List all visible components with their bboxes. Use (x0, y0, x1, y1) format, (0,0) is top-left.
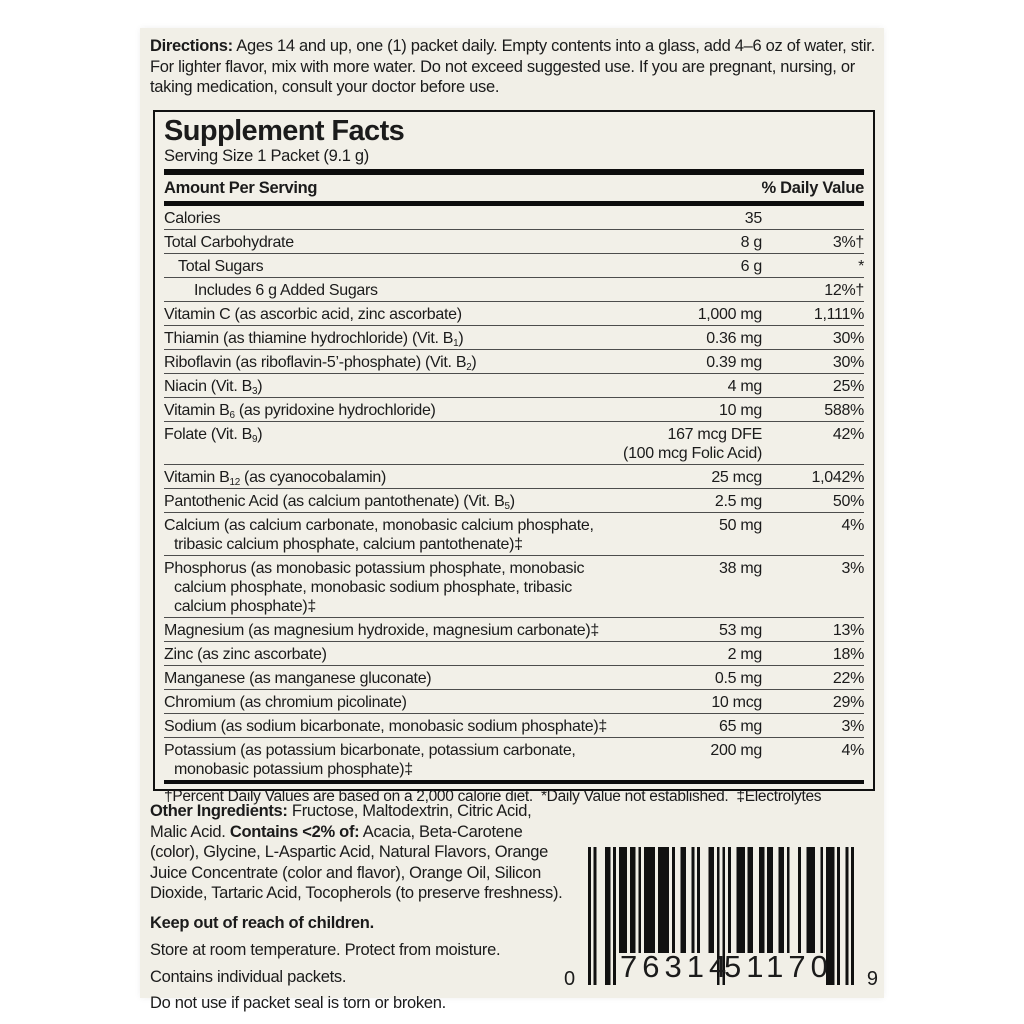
nutrient-daily-value: 22% (832, 670, 864, 687)
nutrient-amount: 4 mg (727, 378, 762, 395)
nutrient-name: Vitamin $B_6$ (as pyridoxine hydrochloride) (164, 402, 436, 421)
nutrient-daily-value: 50% (832, 493, 864, 510)
table-row (164, 254, 864, 278)
table-row (164, 556, 864, 618)
upc-digit-left: 0 (564, 968, 576, 990)
column-header-amount: Amount Per Serving (164, 179, 318, 197)
upc-barcode (560, 843, 878, 998)
table-row (164, 278, 864, 302)
bottom-info-column (150, 801, 572, 1020)
nutrient-daily-value: 42% (832, 426, 864, 443)
upc-digits-group2: 51170 (724, 949, 833, 984)
nutrient-name: Chromium (as chromium picolinate) (164, 694, 407, 711)
nutrient-daily-value: 3%† (832, 234, 864, 251)
directions-body: Ages 14 and up, one (1) packet daily. Empty contents into a glass, add 4–6 oz of water, stir. For lighter flavor, mix with more water. Do not exceed suggested use. If you are pregnant, nursing, or taking medication, consult your doctor before use. (150, 37, 875, 96)
nutrient-name: Magnesium (as magnesium hydroxide, magnesium carbonate)‡ (164, 622, 599, 639)
nutrient-name: Includes 6 g Added Sugars (194, 282, 378, 299)
nutrient-amount: 50 mg (719, 517, 762, 534)
table-row (164, 302, 864, 326)
nutrient-name: Total Sugars (178, 258, 264, 275)
table-row (164, 618, 864, 642)
other-ingredients-label: Other Ingredients: (150, 802, 288, 820)
nutrient-daily-value: 4% (841, 517, 864, 534)
nutrient-name: Potassium (as potassium bicarbonate, potassium carbonate, monobasic potassium phosphate)‡ (164, 742, 576, 778)
serving-size: Serving Size 1 Packet (9.1 g) (164, 147, 369, 165)
facts-title: Supplement Facts (164, 115, 405, 147)
table-row (164, 206, 864, 230)
nutrient-amount: 0.5 mg (714, 670, 762, 687)
nutrient-amount: 0.39 mg (706, 354, 762, 371)
nutrient-daily-value: 3% (841, 718, 864, 735)
nutrient-name: Calories (164, 210, 221, 227)
column-header-daily-value: % Daily Value (761, 179, 864, 197)
nutrient-name: Folate (Vit. $B_9$) (164, 426, 263, 445)
nutrient-amount: 10 mg (719, 402, 762, 419)
nutrient-name: Phosphorus (as monobasic potassium phosphate, monobasic calcium phosphate, monobasic sodium phosphate, tribasic calcium phosphate)‡ (164, 560, 585, 615)
warning-storage: Store at room temperature. Protect from moisture. (150, 941, 501, 959)
nutrient-daily-value: 25% (832, 378, 864, 395)
nutrient-amount: 2 mg (727, 646, 762, 663)
directions-paragraph (150, 36, 878, 98)
nutrient-name: Calcium (as calcium carbonate, monobasic calcium phosphate, tribasic calcium phosphate, calcium pantothenate)‡ (164, 517, 594, 553)
nutrient-table (164, 206, 864, 780)
table-row (164, 738, 864, 780)
nutrient-daily-value: 30% (832, 354, 864, 371)
other-ingredients-part2: Acacia, Beta-Carotene (color), Glycine, L-Aspartic Acid, Natural Flavors, Orange Juice Concentrate (color and flavor), Orange Oil, Silicon Dioxide, Tartaric Acid, Tocopherols (to preserve freshness). (150, 822, 563, 902)
nutrient-name: Total Carbohydrate (164, 234, 294, 251)
upc-digit-right: 9 (866, 968, 878, 990)
table-row (164, 489, 864, 513)
table-row (164, 326, 864, 350)
nutrient-amount: 167 mcg DFE (100 mcg Folic Acid) (623, 426, 762, 462)
nutrient-daily-value: 12%† (824, 282, 864, 299)
table-row (164, 465, 864, 489)
nutrient-amount: 53 mg (719, 622, 762, 639)
nutrient-daily-value: 29% (832, 694, 864, 711)
nutrient-name: Niacin (Vit. $B_3$) (164, 378, 263, 397)
nutrient-name: Riboflavin (as riboflavin-5’-phosphate) (Vit. $B_2$) (164, 354, 477, 373)
table-row (164, 666, 864, 690)
table-row (164, 513, 864, 556)
warning-keep-out: Keep out of reach of children. (150, 913, 374, 932)
nutrient-amount: 1,000 mg (697, 306, 762, 323)
nutrient-name: Zinc (as zinc ascorbate) (164, 646, 327, 663)
nutrient-daily-value: 4% (841, 742, 864, 759)
nutrient-amount: 8 g (740, 234, 762, 251)
supplement-facts-panel (153, 110, 875, 805)
warning-packets: Contains individual packets. (150, 967, 347, 986)
nutrient-amount: 200 mg (710, 742, 762, 759)
other-ingredients-part1: Fructose, Maltodextrin, Citric Acid, Malic Acid. (150, 802, 532, 841)
nutrient-amount: 6 g (740, 258, 762, 275)
table-row (164, 398, 864, 422)
directions-label: Directions: (150, 37, 233, 55)
nutrient-name: Manganese (as manganese gluconate) (164, 670, 432, 687)
nutrient-name: Thiamin (as thiamine hydrochloride) (Vit. $B_1$) (164, 330, 464, 349)
other-ingredients-paragraph (150, 801, 572, 904)
supplement-label (140, 28, 884, 1012)
warning-seal: Do not use if packet seal is torn or broken. (150, 994, 446, 1012)
nutrient-daily-value: 1,042% (811, 469, 864, 486)
table-row (164, 230, 864, 254)
nutrient-daily-value: 588% (824, 402, 864, 419)
table-row (164, 422, 864, 465)
nutrient-amount: 25 mcg (711, 469, 762, 486)
nutrient-name: Pantothenic Acid (as calcium pantothenate) (Vit. $B_5$) (164, 493, 515, 512)
table-row (164, 350, 864, 374)
nutrient-amount: 35 (744, 210, 762, 227)
nutrient-daily-value: 13% (832, 622, 864, 639)
contains-label: Contains <2% of: (229, 822, 360, 841)
nutrient-name: Vitamin $B_{12}$ (as cyanocobalamin) (164, 469, 386, 488)
table-row (164, 690, 864, 714)
nutrient-amount: 0.36 mg (706, 330, 762, 347)
nutrient-name: Vitamin C (as ascorbic acid, zinc ascorbate) (164, 306, 462, 323)
nutrient-name: Sodium (as sodium bicarbonate, monobasic sodium phosphate)‡ (164, 718, 608, 735)
nutrient-daily-value: 18% (832, 646, 864, 663)
table-header (164, 175, 864, 201)
upc-digits-group1: 76314 (620, 949, 732, 984)
nutrient-daily-value: * (858, 258, 864, 275)
nutrient-amount: 65 mg (719, 718, 762, 735)
facts-footnote: †Percent Daily Values are based on a 2,000 calorie diet. *Daily Value not established. ‡Electrolytes (164, 788, 822, 805)
nutrient-daily-value: 3% (841, 560, 864, 577)
nutrient-amount: 10 mcg (711, 694, 762, 711)
nutrient-daily-value: 1,111% (813, 306, 864, 323)
nutrient-amount: 2.5 mg (714, 493, 762, 510)
table-row (164, 374, 864, 398)
nutrient-amount: 38 mg (719, 560, 762, 577)
nutrient-daily-value: 30% (832, 330, 864, 347)
table-row (164, 642, 864, 666)
table-row (164, 714, 864, 738)
